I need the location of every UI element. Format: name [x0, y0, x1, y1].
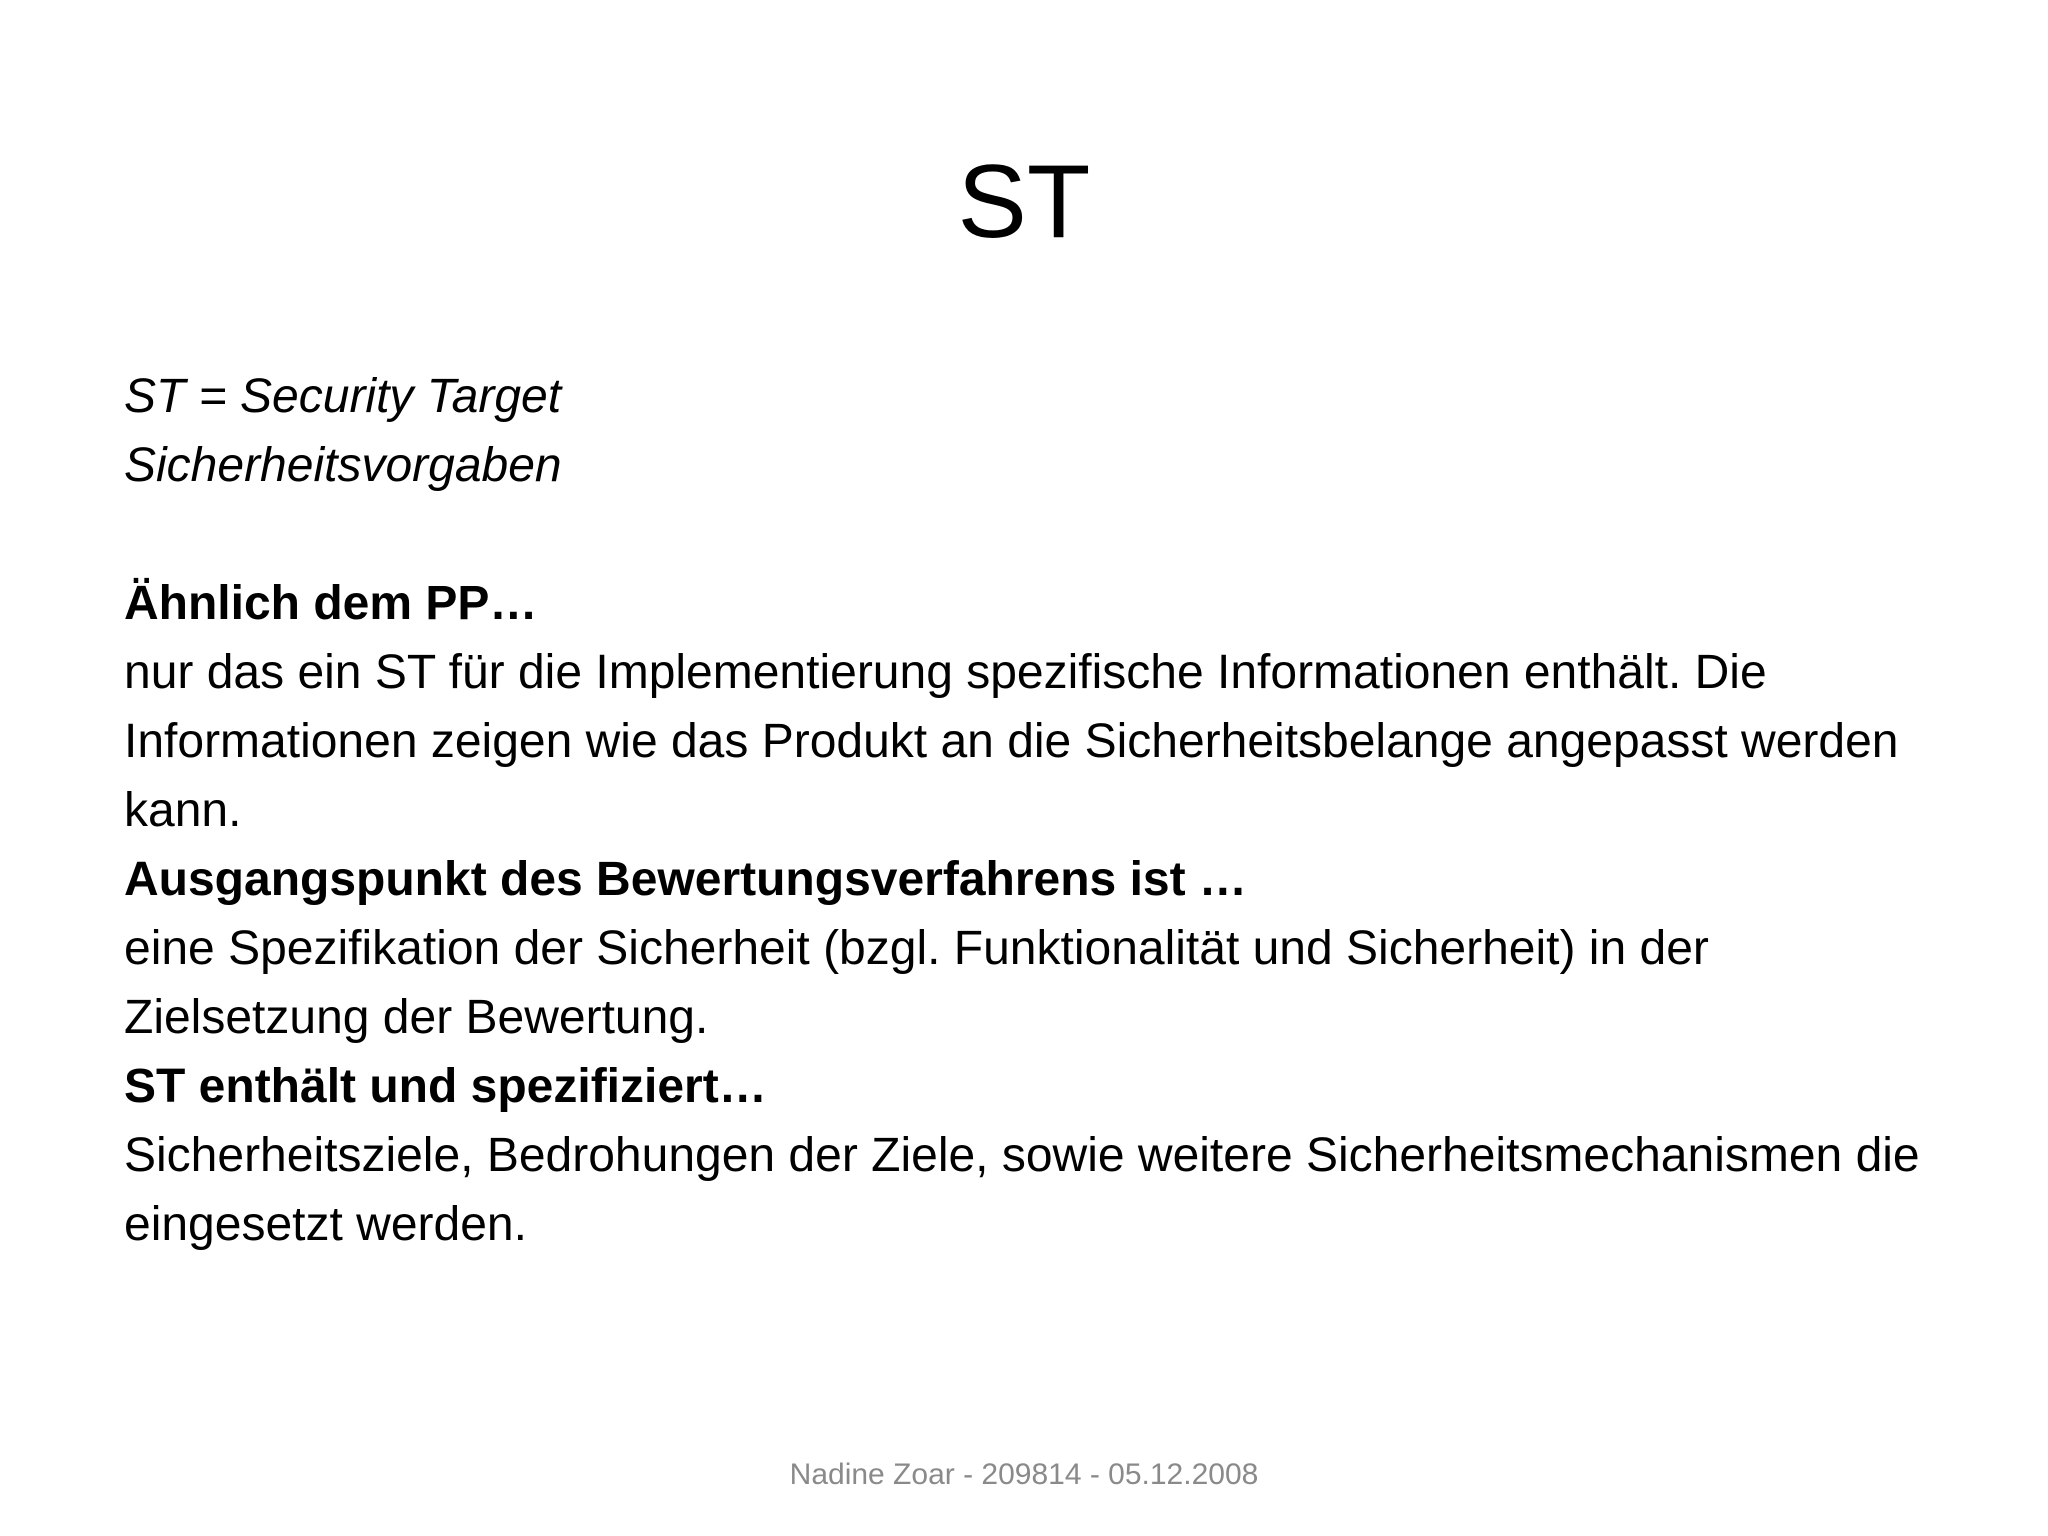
slide-content	[124, 362, 1954, 1259]
section-text-evaluation-start: eine Spezifikation der Sicherheit (bzgl. Funktionalität und Sicherheit) in der Zielsetzung der Bewertung.	[124, 922, 1709, 1044]
section-text-similar-pp: nur das ein ST für die Implementierung spezifische Informationen enthält. Die Informationen zeigen wie das Produkt an die Sicherheitsbelange angepasst werden kann.	[124, 646, 1899, 837]
paragraph-spacer	[124, 500, 1954, 569]
definition-line-2: Sicherheitsvorgaben	[124, 439, 562, 492]
section-heading-evaluation-start: Ausgangspunkt des Bewertungsverfahrens ist …	[124, 853, 1247, 906]
definition-line-1: ST = Security Target	[124, 370, 562, 423]
section-text-st-contains: Sicherheitsziele, Bedrohungen der Ziele, sowie weitere Sicherheitsmechanismen die eingesetzt werden.	[124, 1129, 1920, 1251]
slide-footer: Nadine Zoar - 209814 - 05.12.2008	[789, 1458, 1259, 1491]
section-heading-st-contains: ST enthält und spezifiziert…	[124, 1060, 767, 1113]
slide-title: ST	[957, 144, 1091, 260]
section-heading-similar-pp: Ähnlich dem PP…	[124, 577, 538, 630]
